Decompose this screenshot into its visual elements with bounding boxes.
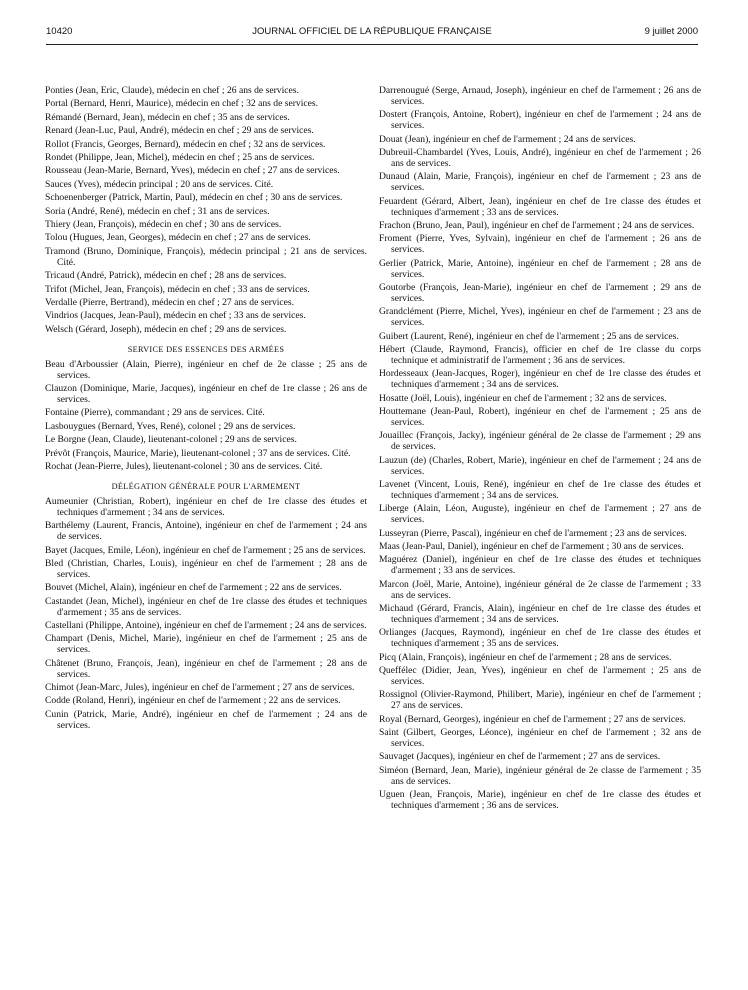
list-item: Michaud (Gérard, Francis, Alain), ingénieur en chef de 1re classe des études et techniques d'armement ; 34 ans de services.: [379, 603, 701, 625]
right-column: [379, 86, 701, 814]
list-item: Feuardent (Gérard, Albert, Jean), ingénieur en chef de 1re classe des études et techniques d'armement ; 33 ans de services.: [379, 195, 701, 218]
list-item: Cunin (Patrick, Marie, André), ingénieur en chef de l'armement ; 24 ans de services.: [45, 708, 367, 731]
list-item: Bouvet (Michel, Alain), ingénieur en chef de l'armement ; 22 ans de services.: [45, 582, 342, 594]
list-item: Tricaud (André, Patrick), médecin en chef ; 28 ans de services.: [45, 270, 287, 282]
list-item: Frachon (Bruno, Jean, Paul), ingénieur en chef de l'armement ; 24 ans de services.: [379, 219, 695, 231]
list-item: Champart (Denis, Michel, Marie), ingénieur en chef de l'armement ; 25 ans de services.: [45, 633, 367, 656]
list-item: Renard (Jean-Luc, Paul, André), médecin en chef ; 29 ans de services.: [45, 125, 314, 137]
list-item: Lasbouygues (Bernard, Yves, René), colonel ; 29 ans de services.: [45, 420, 296, 432]
list-item: Fontaine (Pierre), commandant ; 29 ans de services. Cité.: [45, 407, 265, 419]
list-item: Gerlier (Patrick, Marie, Antoine), ingénieur en chef de l'armement ; 28 ans de services.: [379, 257, 701, 280]
section-heading-dga: DÉLÉGATION GÉNÉRALE POUR L'ARMEMENT: [111, 481, 301, 491]
list-item: Siméon (Bernard, Jean, Marie), ingénieur général de 2e classe de l'armement ; 35 ans de services.: [379, 764, 701, 787]
medical-entries-list: [45, 86, 367, 336]
list-item: Tolou (Hugues, Jean, Georges), médecin en chef ; 27 ans de services.: [45, 232, 311, 244]
list-item: Marcon (Joël, Marie, Antoine), ingénieur général de 2e classe de l'armement ; 33 ans de services.: [379, 578, 701, 601]
publication-date: 9 juillet 2000: [644, 26, 698, 37]
list-item: Clauzon (Dominique, Marie, Jacques), ingénieur en chef de 1re classe ; 26 ans de services.: [45, 383, 367, 405]
list-item: Schoenenberger (Patrick, Martin, Paul), médecin en chef ; 30 ans de services.: [45, 192, 343, 204]
list-item: Rousseau (Jean-Marie, Bernard, Yves), médecin en chef ; 27 ans de services.: [45, 165, 340, 177]
list-item: Welsch (Gérard, Joseph), médecin en chef ; 29 ans de services.: [45, 323, 287, 335]
list-item: Liberge (Alain, Léon, Auguste), ingénieur en chef de l'armement ; 27 ans de services.: [379, 503, 701, 526]
list-item: Rochat (Jean-Pierre, Jules), lieutenant-colonel ; 30 ans de services. Cité.: [45, 460, 323, 472]
left-column: [45, 86, 367, 734]
list-item: Rossignol (Olivier-Raymond, Philibert, Marie), ingénieur en chef de l'armement ; 27 ans de services.: [379, 689, 701, 712]
list-item: Rémandé (Bernard, Jean), médecin en chef ; 35 ans de services.: [45, 111, 290, 123]
list-item: Rondet (Philippe, Jean, Michel), médecin en chef ; 25 ans de services.: [45, 152, 315, 164]
essences-entries-list: [45, 360, 367, 473]
list-item: Soria (André, René), médecin en chef ; 31 ans de services.: [45, 205, 270, 217]
list-item: Guibert (Laurent, René), ingénieur en chef de l'armement ; 25 ans de services.: [379, 330, 679, 342]
list-item: Dunaud (Alain, Marie, François), ingénieur en chef de l'armement ; 23 ans de services.: [379, 171, 701, 194]
dga-entries-list: [45, 497, 367, 732]
list-item: Douat (Jean), ingénieur en chef de l'armement ; 24 ans de services.: [379, 133, 636, 145]
list-item: Grandclément (Pierre, Michel, Yves), ingénieur en chef de l'armement ; 23 ans de services.: [379, 306, 701, 329]
list-item: Lusseyran (Pierre, Pascal), ingénieur en chef de l'armement ; 23 ans de services.: [379, 527, 687, 539]
list-item: Maguérez (Daniel), ingénieur en chef de 1re classe des études et techniques d'armement ; 33 ans de services.: [379, 554, 701, 577]
list-item: Codde (Roland, Henri), ingénieur en chef de l'armement ; 22 ans de services.: [45, 695, 341, 707]
list-item: Verdalle (Pierre, Bertrand), médecin en chef ; 27 ans de services.: [45, 297, 295, 308]
list-item: Castellani (Philippe, Antoine), ingénieur en chef de l'armement ; 24 ans de services.: [45, 619, 367, 631]
list-item: Bled (Christian, Charles, Louis), ingénieur en chef de l'armement ; 28 ans de services.: [45, 557, 367, 580]
list-item: Vindrios (Jacques, Jean-Paul), médecin en chef ; 33 ans de services.: [45, 310, 306, 322]
list-item: Barthélemy (Laurent, Francis, Antoine), ingénieur en chef de l'armement ; 24 ans de services.: [45, 520, 367, 543]
list-item: Hébert (Claude, Raymond, Francis), officier en chef de 1re classe du corps technique et administratif de l'armement ; 36 ans de services.: [379, 344, 701, 366]
list-item: Bayet (Jacques, Emile, Léon), ingénieur en chef de l'armement ; 25 ans de services.: [45, 544, 366, 556]
list-item: Houttemane (Jean-Paul, Robert), ingénieur en chef de l'armement ; 25 ans de services.: [379, 406, 701, 428]
list-item: Saint (Gilbert, Georges, Léonce), ingénieur en chef de l'armement ; 32 ans de services.: [379, 727, 701, 750]
list-item: Prévôt (François, Maurice, Marie), lieutenant-colonel ; 37 ans de services. Cité.: [45, 447, 351, 459]
page-header: [46, 26, 698, 40]
list-item: Froment (Pierre, Yves, Sylvain), ingénieur en chef de l'armement ; 26 ans de services.: [379, 233, 701, 256]
list-item: Lauzun (de) (Charles, Robert, Marie), ingénieur en chef de l'armement ; 24 ans de services.: [379, 454, 701, 477]
list-item: Beau d'Arboussier (Alain, Pierre), ingénieur en chef de 2e classe ; 25 ans de services.: [45, 358, 367, 381]
list-item: Rollot (Francis, Georges, Bernard), médecin en chef ; 32 ans de services.: [45, 138, 326, 150]
list-item: Trifot (Michel, Jean, François), médecin en chef ; 33 ans de services.: [45, 283, 310, 295]
list-item: Castandet (Jean, Michel), ingénieur en chef de 1re classe des études et techniques d'armement ; 35 ans de services.: [45, 595, 367, 618]
page-number: 10420: [46, 26, 73, 37]
list-item: Portal (Bernard, Henri, Maurice), médecin en chef ; 32 ans de services.: [45, 98, 319, 110]
list-item: Orlianges (Jacques, Raymond), ingénieur en chef de 1re classe des études et techniques d'armement ; 35 ans de services.: [379, 627, 701, 650]
list-item: Royal (Bernard, Georges), ingénieur en chef de l'armement ; 27 ans de services.: [379, 713, 686, 725]
list-item: Hordesseaux (Jean-Jacques, Roger), ingénieur en chef de 1re classe des études et techniques d'armement ; 34 ans de services.: [379, 368, 701, 391]
list-item: Tramond (Bruno, Dominique, François), médecin principal ; 21 ans de services. Cité.: [45, 245, 367, 268]
list-item: Châtenet (Bruno, François, Jean), ingénieur en chef de l'armement ; 28 ans de services.: [45, 657, 367, 680]
header-rule: [46, 44, 698, 45]
list-item: Maas (Jean-Paul, Daniel), ingénieur en chef de l'armement ; 30 ans de services.: [379, 541, 684, 553]
list-item: Picq (Alain, François), ingénieur en chef de l'armement ; 28 ans de services.: [379, 651, 672, 663]
list-item: Dubreuil-Chambardel (Yves, Louis, André), ingénieur en chef de l'armement ; 26 ans de services.: [379, 147, 701, 169]
armament-entries-list: [379, 86, 701, 812]
list-item: Le Borgne (Jean, Claude), lieutenant-colonel ; 29 ans de services.: [45, 434, 297, 446]
list-item: Ponties (Jean, Eric, Claude), médecin en chef ; 26 ans de services.: [45, 85, 299, 96]
list-item: Uguen (Jean, François, Marie), ingénieur en chef de 1re classe des études et techniques d'armement ; 36 ans de services.: [379, 789, 701, 812]
list-item: Queffélec (Didier, Jean, Yves), ingénieur en chef de l'armement ; 25 ans de services.: [379, 665, 701, 687]
list-item: Thiery (Jean, François), médecin en chef ; 30 ans de services.: [45, 219, 282, 231]
journal-title: JOURNAL OFFICIEL DE LA RÉPUBLIQUE FRANÇAISE: [252, 26, 492, 37]
list-item: Sauces (Yves), médecin principal ; 20 ans de services. Cité.: [45, 178, 274, 190]
list-item: Jouaillec (François, Jacky), ingénieur général de 2e classe de l'armement ; 29 ans de services.: [379, 430, 701, 453]
list-item: Goutorbe (François, Jean-Marie), ingénieur en chef de l'armement ; 29 ans de services.: [379, 282, 701, 304]
list-item: Chimot (Jean-Marc, Jules), ingénieur en chef de l'armement ; 27 ans de services.: [45, 681, 355, 693]
list-item: Darrenougué (Serge, Arnaud, Joseph), ingénieur en chef de l'armement ; 26 ans de services.: [379, 85, 701, 107]
list-item: Hosatte (Joël, Louis), ingénieur en chef de l'armement ; 32 ans de services.: [379, 392, 667, 404]
list-item: Aumeunier (Christian, Robert), ingénieur en chef de 1re classe des études et techniques d'armement ; 34 ans de services.: [45, 495, 367, 518]
section-heading-essences: SERVICE DES ESSENCES DES ARMÉES: [127, 344, 285, 354]
list-item: Dostert (François, Antoine, Robert), ingénieur en chef de l'armement ; 24 ans de services.: [379, 109, 701, 132]
list-item: Sauvaget (Jacques), ingénieur en chef de l'armement ; 27 ans de services.: [379, 751, 661, 763]
list-item: Lavenet (Vincent, Louis, René), ingénieur en chef de 1re classe des études et techniques d'armement ; 34 ans de services.: [379, 479, 701, 501]
